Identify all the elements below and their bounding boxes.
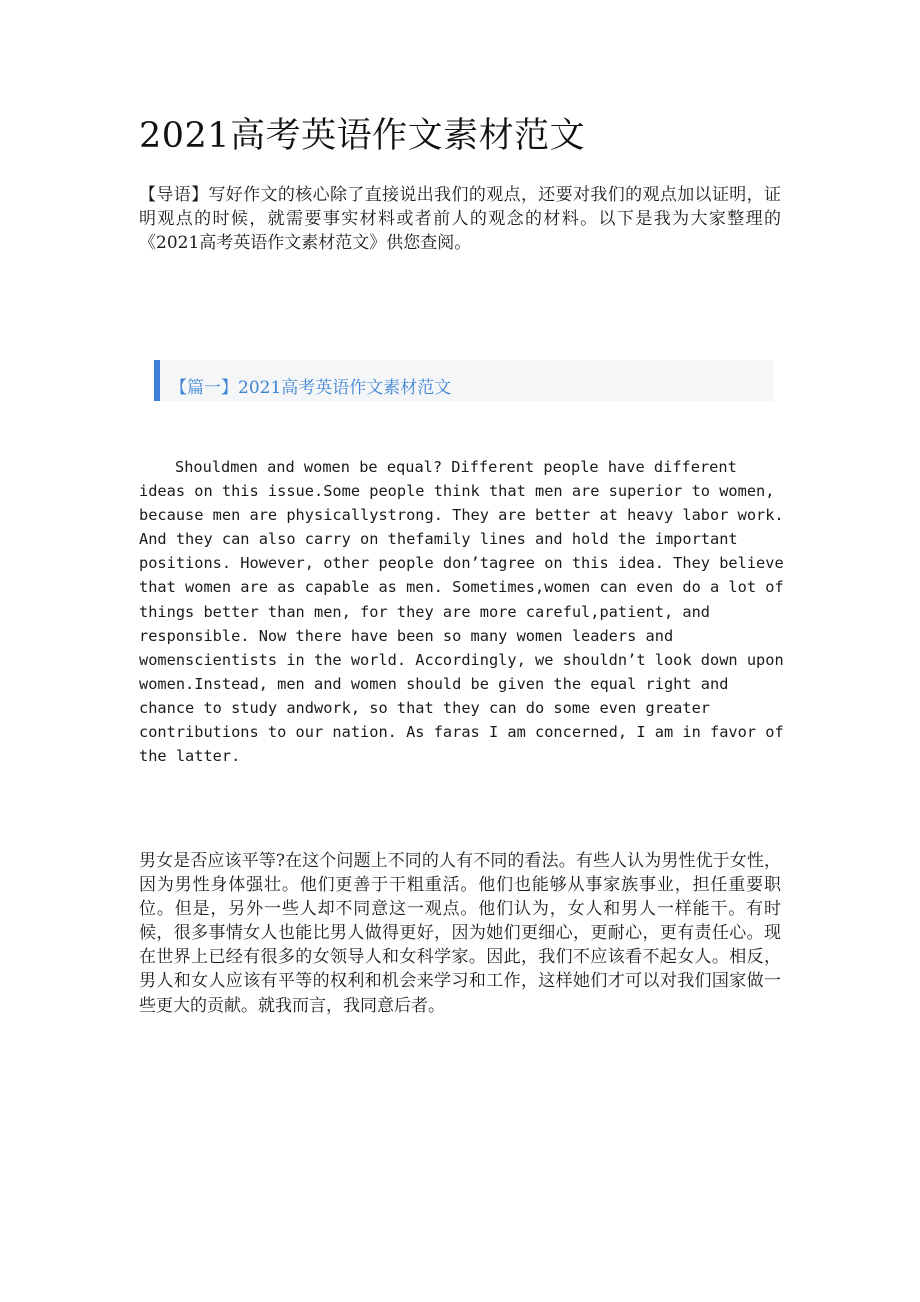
page-title: 2021高考英语作文素材范文 (139, 116, 586, 156)
section-heading: 【篇一】2021高考英语作文素材范文 (170, 378, 452, 398)
chinese-translation-paragraph: 男女是否应该平等?在这个问题上不同的人有不同的看法。有些人认为男性优于女性，因为男性身体强壮。他们更善于干粗重活。他们也能够从事家族事业，担任重要职位。但是，另外一些人却不同意这一观点。他们认为，女人和男人一样能干。有时候，很多事情女人也能比男人做得更好，因为她们更细心，更耐心，更有责任心。现在世界上已经有很多的女领导人和女科学家。因此，我们不应该看不起女人。相反，男人和女人应该有平等的权利和机会来学习和工作，这样她们才可以对我们国家做一些更大的贡献。就我而言，我同意后者。 (139, 851, 781, 1016)
intro-paragraph: 【导语】写好作文的核心除了直接说出我们的观点，还要对我们的观点加以证明，证明观点的时候，就需要事实材料或者前人的观念的材料。以下是我为大家整理的《2021高考英语作文素材范文》供您查阅。 (139, 185, 781, 253)
section-heading-box (154, 360, 774, 401)
english-essay-paragraph: Shouldmen and women be equal? Different people have different ideas on this issue.Some people think that men are superior to women, because men are physicallystrong. They are better at heavy labor work. And they can also carry on thefamily lines and hold the important positions. However, other people don’tagree on this idea. They believe that women are as capable as men. Sometimes,women can even do a lot of things better than men, for they are more careful,patient, and responsible. Now there have been so many women leaders and womenscientists in the world. Accordingly, we shouldn’t look down upon women.Instead, men and women should be given the equal right and chance to study andwork, so that they can do some even greater contributions to our nation. As faras I am concerned, I am in favor of the latter. (139, 458, 784, 766)
